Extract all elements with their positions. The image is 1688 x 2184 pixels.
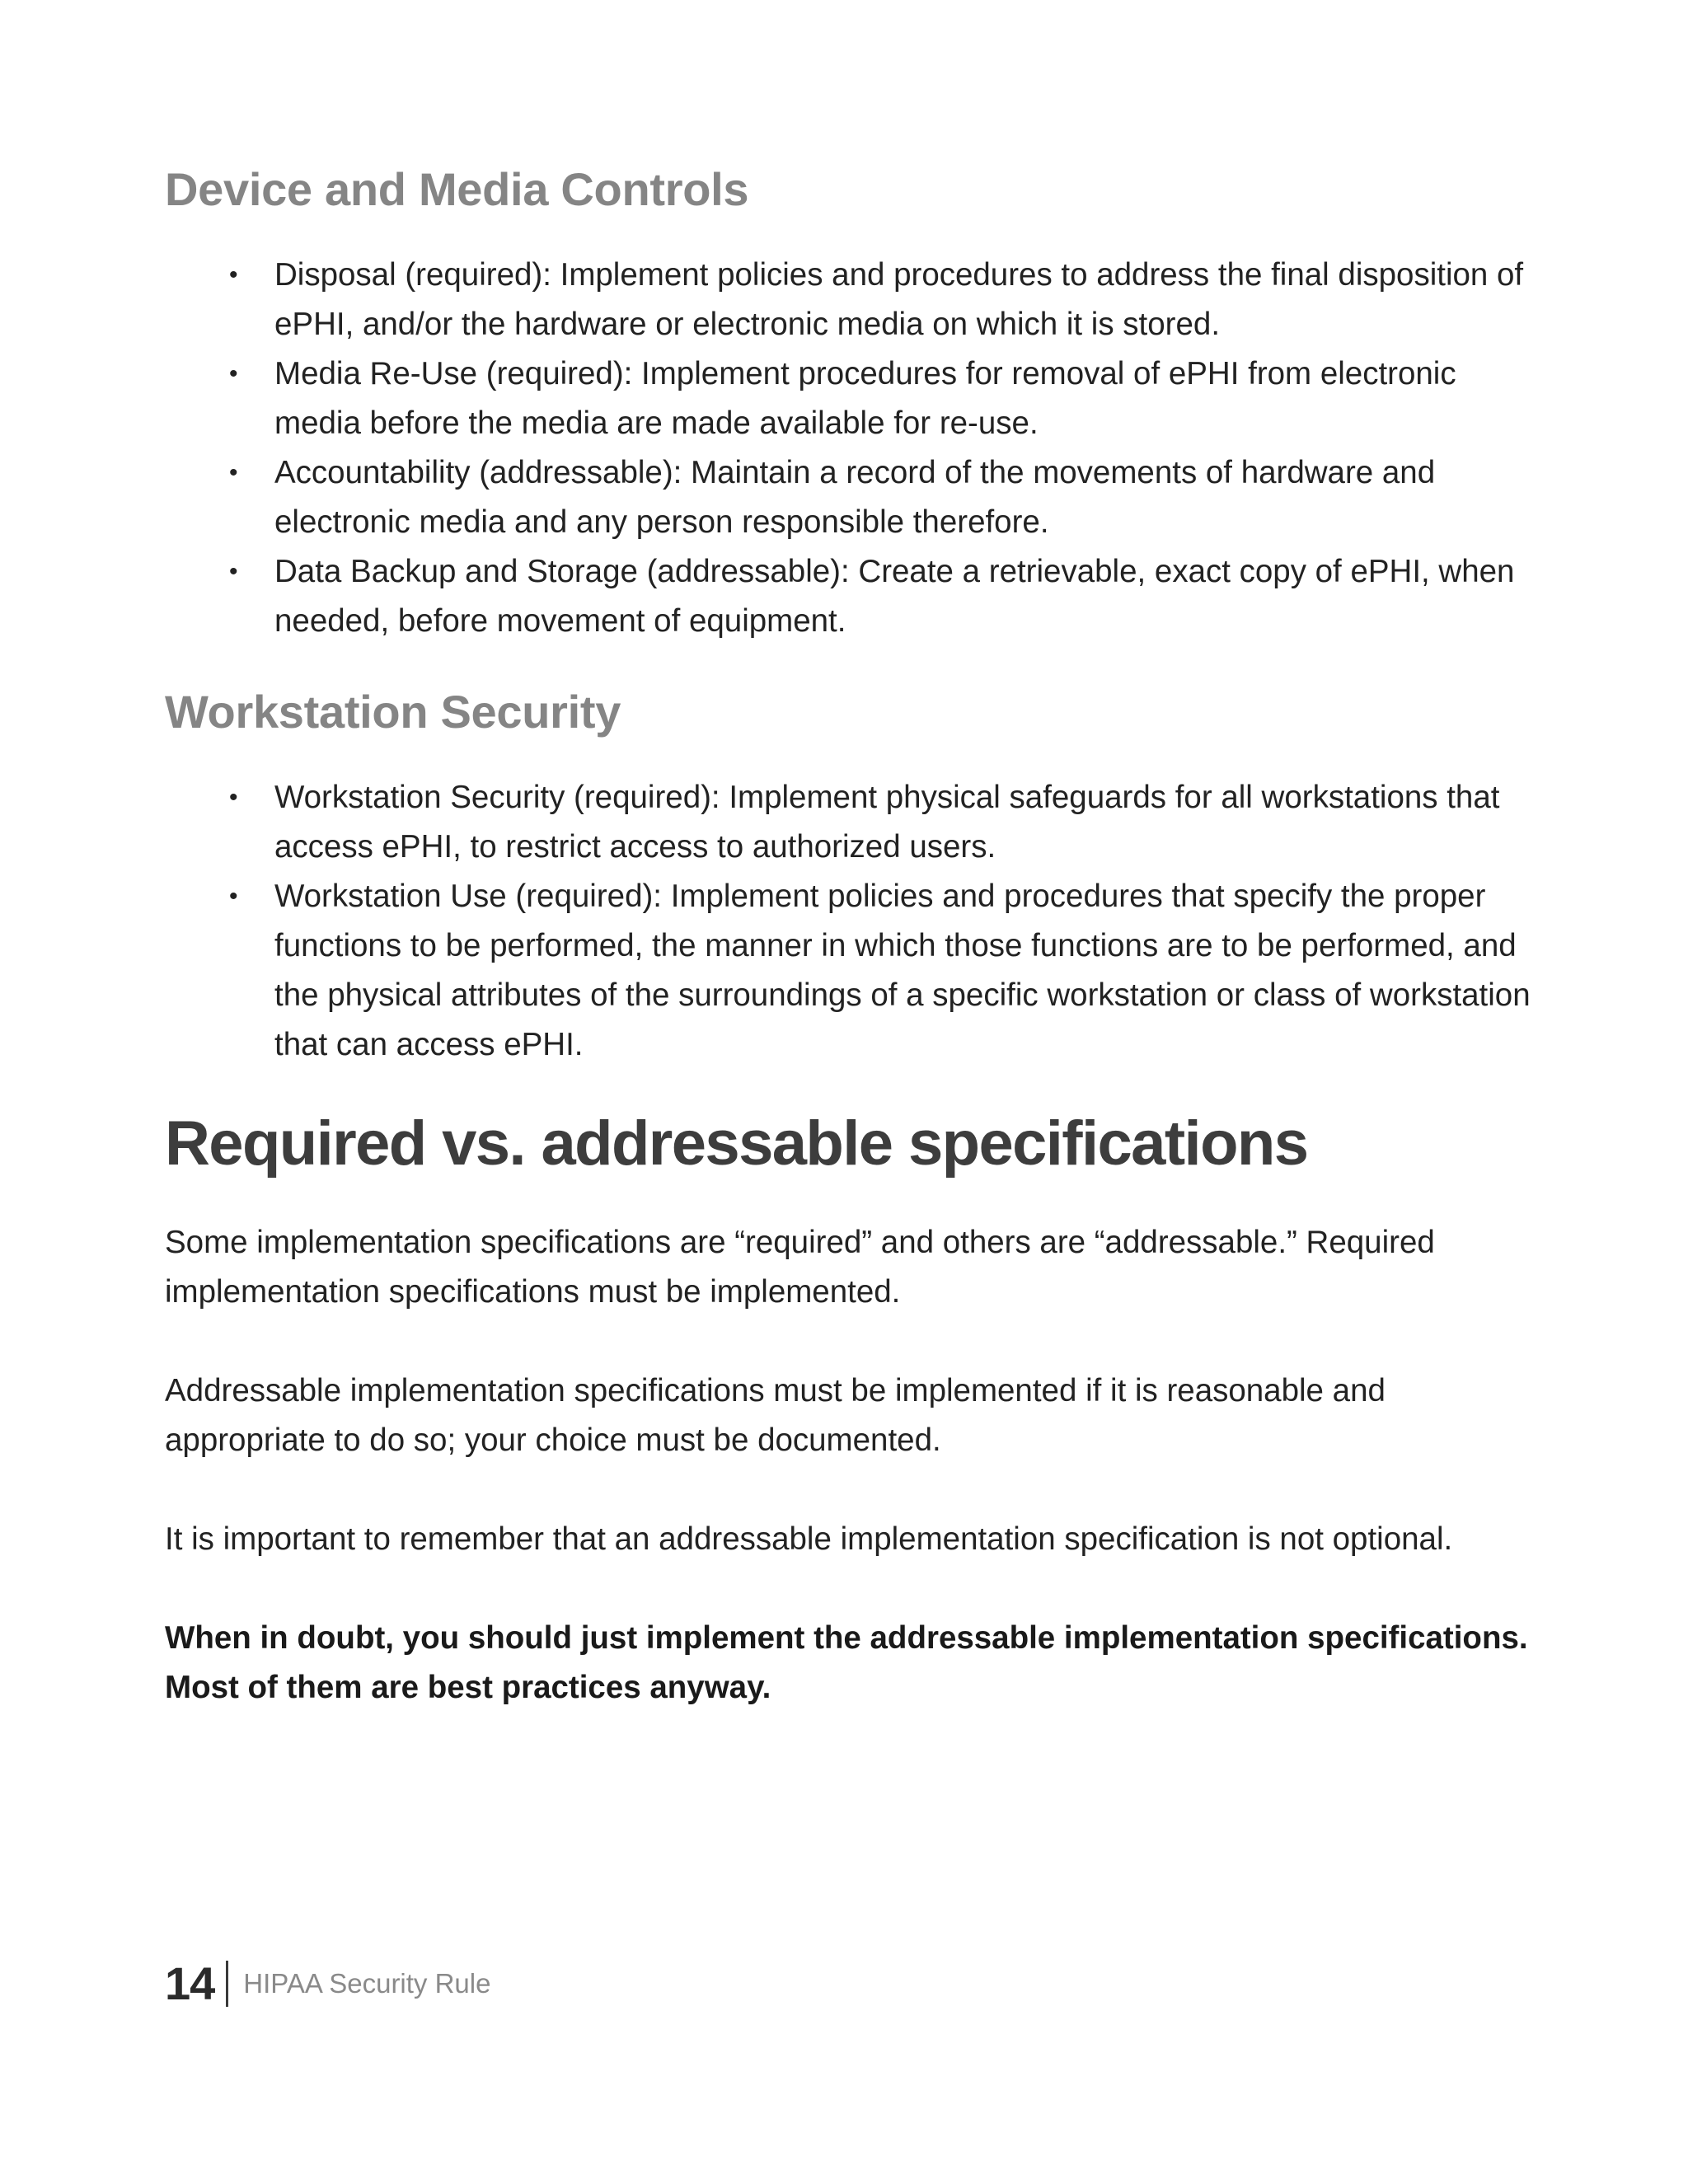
bullet-icon: • [229,459,238,486]
bullet-icon: • [229,883,238,910]
footer-document-title: HIPAA Security Rule [243,1968,491,1999]
list-item-text: Workstation Use (required): Implement policies and procedures that specify the proper functions to be performed, the manner in which those functions are to be performed, and the physical attributes of the surroundings of a specific workstation or class of workstation that can access ePHI. [274,879,1531,1062]
page-number: 14 [165,1957,215,2009]
list-item [165,448,1533,547]
bullet-icon: • [229,261,238,288]
paragraph-when-in-doubt: When in doubt, you should just implement the addressable implementation specifications. Most of them are best practices anyway. [165,1620,1528,1705]
list-item [165,251,1533,349]
bullet-icon: • [229,360,238,387]
list-item [165,773,1533,872]
list-item [165,349,1533,448]
list-item-text: Disposal (required): Implement policies and procedures to address the final disposition of ePHI, and/or the hardware or electronic media on which it is stored. [274,257,1524,342]
bullet-icon: • [229,784,238,811]
list-item-text: Data Backup and Storage (addressable): Create a retrievable, exact copy of ePHI, when needed, before movement of equipment. [274,554,1515,639]
section-heading-workstation-security: Workstation Security [165,686,621,738]
list-item-text: Workstation Security (required): Implement physical safeguards for all workstations that access ePHI, to restrict access to authorized users. [274,780,1500,865]
list-item-text: Media Re-Use (required): Implement procedures for removal of ePHI from electronic media before the media are made available for re-use. [274,356,1456,441]
section-heading-device-media: Device and Media Controls [165,163,749,215]
page-content [165,157,1533,1713]
bullet-icon: • [229,558,238,585]
page-footer [165,1955,490,2013]
paragraph-not-optional: It is important to remember that an addressable implementation specification is not optional. [165,1521,1453,1557]
list-item [165,547,1533,646]
list-item [165,872,1533,1070]
paragraph-addressable: Addressable implementation specifications must be implemented if it is reasonable and appropriate to do so; your choice must be documented. [165,1373,1386,1458]
paragraph-required: Some implementation specifications are “required” and others are “addressable.” Required implementation specifications must be implemented. [165,1225,1435,1310]
main-heading: Required vs. addressable specifications [165,1108,1308,1179]
workstation-security-list [165,773,1533,1070]
device-media-list [165,251,1533,646]
footer-divider [226,1961,228,2007]
list-item-text: Accountability (addressable): Maintain a record of the movements of hardware and electronic media and any person responsible therefore. [274,455,1436,540]
